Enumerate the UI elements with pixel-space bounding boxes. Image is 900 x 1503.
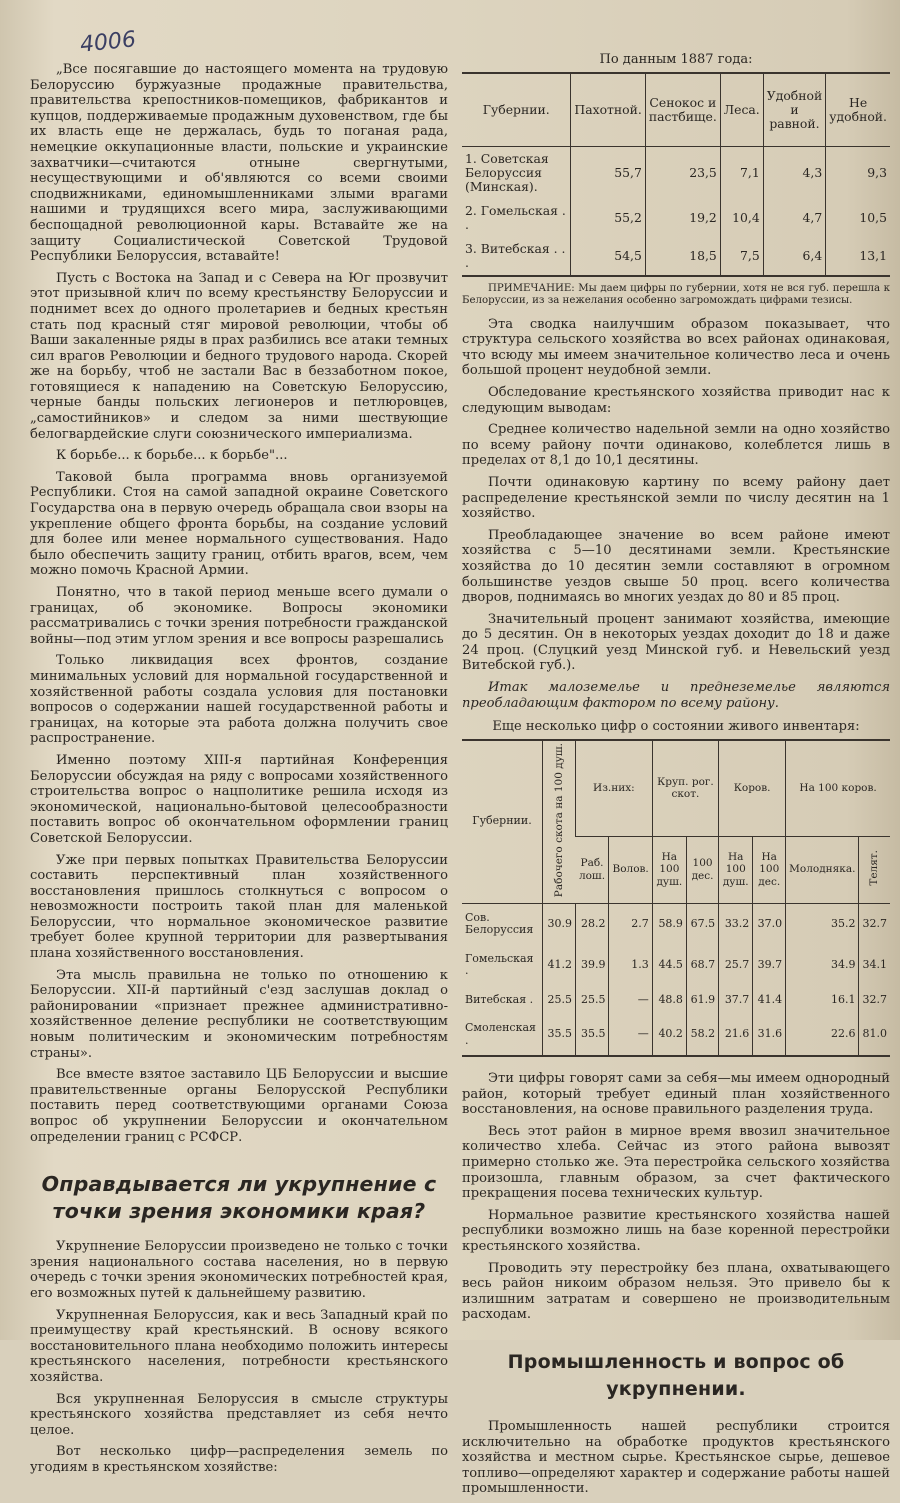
table-row [462,986,890,1015]
table-row [462,945,890,986]
table-cell: 44.5 [652,945,686,986]
table-cell: 9,3 [826,146,890,199]
row-label: 2. Гомельская . . [465,202,566,232]
table-cell: 31.6 [753,1014,786,1056]
paragraph: Эта мысль правильна не только по отношению к Белоруссии. XII-й партийный с'езд заслушав доклад о районировании «признает прежнее административно-хозяйственное деление республики не соответствующим новым политическим и экономическим потребностям страны». [30,967,448,1061]
table-cell: 19,2 [645,199,720,237]
paragraph: Именно поэтому XIII-я партийная Конференция Белоруссии обсуждая на ряду с вопросами хозяйственного строительства вопрос о нацполитике решила исходя из экономической, национально-бытовой целесообразности поставить вопрос об окончательном оформлении границ Советской Белоруссии. [30,752,448,846]
table-cell: 58.2 [686,1014,718,1056]
table-cell: 30.9 [543,903,576,945]
table-cell: 37.7 [719,986,753,1015]
paragraph: Укрупненная Белоруссия, как и весь Западный край по преимуществу край крестьянский. В основу всякого восстановительного плана необходимо положить интересы крестьянского населения, потребности крестьянского хозяйства. [30,1307,448,1385]
table-cell: 34.1 [859,945,890,986]
table-cell: 23,5 [645,146,720,199]
table-header: На 100 дес. [753,836,786,903]
table-cell: — [609,1014,652,1056]
left-column [30,62,448,1482]
row-label: 1. Советская Белоруссия (Минская). [465,150,549,194]
table-header: На 100 душ. [652,836,686,903]
handwritten-note: 4006 [78,27,138,58]
paragraph: Пусть с Востока на Запад и с Севера на Юг прозвучит этот призывной клич по всему крестьянству Белоруссии и поднимет всех до одного пролетариев и бедных крестьян стать под красный стяг мировой революции, чтобы об Ваши закаленные ряды в прах разбились все атаки темных сил врагов Революции и бедного трудового народа. Скорей же на борьбу, чтоб не застали Вас в беззаботном покое, готовящиеся к нападению на Советскую Белоруссию, черные банды польских легионеров и петлюровцев, „самостийников» и следом за ними шествующие белогвардейские слуги союзнического империализма. [30,270,448,442]
table-cell: 35.5 [543,1014,576,1056]
table2-caption: Еще несколько цифр о состоянии живого инвентаря: [492,719,860,735]
table-header: Удобной и равной. [763,73,825,147]
table-header: На 100 коров. [786,740,890,836]
table-cell: 54,5 [571,237,645,276]
table-cell: 81.0 [859,1014,890,1056]
table-header: Губернии. [462,73,571,147]
italic-conclusion: Итак малоземелье и преднеземелье являются преобладающим фактором по всему району. [462,680,890,711]
paragraph: Таковой была программа вновь организуемой Республики. Стоя на самой западной окраине Советского Государства она в первую очередь обращала свои взоры на укрепление общего фронта борьбы, на создание условий для более или менее нормального существования. Надо было обеспечить защиту границ, отбить врагов, всем, чем можно помочь Красной Армии. [30,469,448,579]
table-cell: 1.3 [609,945,652,986]
paragraph: Укрупнение Белоруссии произведено не только с точки зрения национального состава населения, но в первую очередь с точки зрения экономических потребностей края, его возможных путей к дальнейшему развитию. [30,1239,448,1301]
table-header: Губернии. [462,740,543,903]
table-cell: 2.7 [609,903,652,945]
table-cell: 48.8 [652,986,686,1015]
paragraph: К борьбе... к борьбе... к борьбе"... [56,448,288,464]
table-cell: 6,4 [763,237,825,276]
table-cell: 32.7 [859,986,890,1015]
table-cell: 4,7 [763,199,825,237]
table-row [462,199,890,237]
paragraph: Все вместе взятое заставило ЦБ Белоруссии и высшие правительственные органы Белорусской Республики поставить перед соответствующими органами Союза вопрос об укрупнении Белоруссии и окончательном определении границ с РСФСР. [30,1067,448,1145]
table-header: Сенокос и пастбище. [645,73,720,147]
table-cell: 25.7 [719,945,753,986]
table-header [859,836,890,903]
paragraph: Вот несколько цифр—распределения земель по угодиям в крестьянском хозяйстве: [30,1444,448,1475]
table-header: 100 дес. [686,836,718,903]
paragraph: Эта сводка наилучшим образом показывает, что структура сельского хозяйства во всех районах одинаковая, что всюду мы имеем значительное количество леса и очень большой процент неудобной земли. [462,316,890,379]
table-cell: 25.5 [576,986,609,1015]
table-header: Пахотной. [571,73,645,147]
table-cell: 41.2 [543,945,576,986]
table-cell: 18,5 [645,237,720,276]
row-label: 3. Витебская . . . [462,237,571,276]
paragraph: Нормальное развитие крестьянского хозяйства нашей республики возможно лишь на базе коренной перестройки крестьянского хозяйства. [462,1207,890,1254]
table-cell: 10,4 [720,199,763,237]
table-header: На 100 душ. [719,836,753,903]
table-cell: 55,7 [571,146,645,199]
table-header: Леса. [720,73,763,147]
table-cell: 67.5 [686,903,718,945]
table-cell: 41.4 [753,986,786,1015]
header-vertical-label: Рабочего скота на 100 душ. [552,742,565,898]
table-cell: 21.6 [719,1014,753,1056]
paragraph: Уже при первых попытках Правительства Белоруссии составить перспективный план хозяйственного восстановления пришлось столкнуться с вопросом о невозможности построить такой план для маленькой Белоруссии, что нормальное экономическое развитие требует более крупной территории для развертывания плана хозяйственного восстановления. [30,852,448,962]
table-row [462,1014,890,1056]
paragraph: Значительный процент занимают хозяйства, имеющие до 5 десятин. Он в некоторых уездах доходит до 18 и даже 24 проц. (Слуцкий уезд Минской губ. и Невельский уезд Витебской губ.). [462,611,890,674]
table1-caption: По данным 1887 года: [599,52,753,67]
table-header: Волов. [609,836,652,903]
table-header: Молодняка. [786,836,859,903]
paragraph: Среднее количество надельной земли на одно хозяйство по всему району почти одинаково, колеблется лишь в пределах от 8,1 до 10,1 десятины. [462,422,890,469]
row-label: Смоленская . [462,1014,543,1056]
table-cell: 35.2 [786,903,859,945]
table-cell: 22.6 [786,1014,859,1056]
paragraph: Почти одинаковую картину по всему району дает распределение крестьянской земли по числу десятин на 1 хозяйство. [462,474,890,522]
table-header: Круп. рог. скот. [652,740,718,836]
table-cell: 13,1 [826,237,890,276]
table-cell: 68.7 [686,945,718,986]
paragraph: Промышленность нашей республики строится исключительно на обработке продуктов крестьянского хозяйства и местном сырье. Крестьянское сырье, дешевое топливо—определяют характер и содержание работы нашей промышленности. [462,1418,890,1497]
table-header [543,740,576,903]
table-cell: 7,1 [720,146,763,199]
right-column [462,52,890,1503]
table-cell: — [609,986,652,1015]
table-cell: 34.9 [786,945,859,986]
table-cell: 28.2 [576,903,609,945]
table-cell: 40.2 [652,1014,686,1056]
table-cell: 32.7 [859,903,890,945]
paragraph: Эти цифры говорят сами за себя—мы имеем однородный район, который требует единый план хозяйственного восстановления, на основе правильного разделения труда. [462,1071,890,1118]
table-cell: 55,2 [571,199,645,237]
paragraph: Понятно, что в такой период меньше всего думали о границах, об экономике. Вопросы экономики рассматривались с точки зрения потребности гражданской войны—под этим углом зрения и все вопросы разрешались [30,585,448,647]
paragraph: Преобладающее значение во всем районе имеют хозяйства с 5—10 десятинами земли. Крестьянские хозяйства до 10 десятин земли составляют в огромном большинстве уездов свыше 50 проц. всего количества дворов, поднимаясь во многих уездах до 80 и 85 проц. [462,527,890,606]
table-cell: 61.9 [686,986,718,1015]
table-cell: 37.0 [753,903,786,945]
table-cell: 58.9 [652,903,686,945]
table-cell: 16.1 [786,986,859,1015]
table-row [462,146,890,199]
paragraph: Вся укрупненная Белоруссия в смысле структуры крестьянского хозяйства представляет из себя нечто целое. [30,1391,448,1438]
table-header: Коров. [719,740,786,836]
section-heading-economy: Оправдывается ли укрупнение с точки зрения экономики края? [41,1172,437,1224]
row-label: Витебская . [465,992,534,1006]
livestock-table [462,739,890,1057]
table-header: Из.них: [576,740,653,836]
table-cell: 7,5 [720,237,763,276]
table-cell: 39.7 [753,945,786,986]
paragraph: „Все посягавшие до настоящего момента на трудовую Белоруссию буржуазные продажные правительства, правительства крепостников-помещиков, фабрикантов и купцов, поддерживаемые продажным духовенством, где бы их власть еще не держалась, будь то поганая рада, немецкие оккупационные власти, польские и украинские захватчики—считаются отныне свергнутыми, несуществующими и об'являются со всеми своими сподвижниками, единомышленниками злыми врагами нашими и трудящихся всего мира, заслуживающими беспощадной революционной кары. Вставайте же на защиту Социалистической Советской Трудовой Республики Белоруссия, вставайте! [30,62,448,265]
land-use-table [462,72,890,277]
table-cell: 25.5 [543,986,576,1015]
paragraph: Проводить эту перестройку без плана, охватывающего весь район никоим образом нельзя. Это привело бы к излишним затратам и совершено не производительным расходам. [462,1260,890,1323]
table-header: Раб. лош. [576,836,609,903]
table-cell: 4,3 [763,146,825,199]
table-row [462,237,890,276]
table-header: Не удобной. [826,73,890,147]
table-cell: 35.5 [576,1014,609,1056]
table-cell: 10,5 [826,199,890,237]
table-row [462,903,890,945]
row-label: Гомельская . [465,951,534,978]
section-heading-industry: Промышленность и вопрос об укрупнении. [507,1350,845,1400]
table1-note: ПРИМЕЧАНИЕ: Мы даем цифры по губернии, хотя не вся губ. перешла к Белоруссии, из за нежелания особенно загромождать цифрами тезисы. [462,282,890,306]
paragraph: Весь этот район в мирное время ввозил значительное количество хлеба. Сейчас из этого района вывозят примерно столько же. Эта перестройка сельского хозяйства произошла, главным образом, за счет фактического прекращения посева технических культур. [462,1123,890,1202]
paragraph: Только ликвидация всех фронтов, создание минимальных условий для нормальной государственной и хозяйственной работы создала условия для постановки вопросов о содержании нашей государственной работы и границах, на которые эта работа должна получить свое распространение. [30,653,448,747]
row-label: Сов. Белоруссия [465,910,534,937]
table-cell: 33.2 [719,903,753,945]
paragraph: Обследование крестьянского хозяйства приводит нас к следующим выводам: [462,384,890,416]
table-cell: 39.9 [576,945,609,986]
header-vertical-label: Телят. [868,849,881,886]
